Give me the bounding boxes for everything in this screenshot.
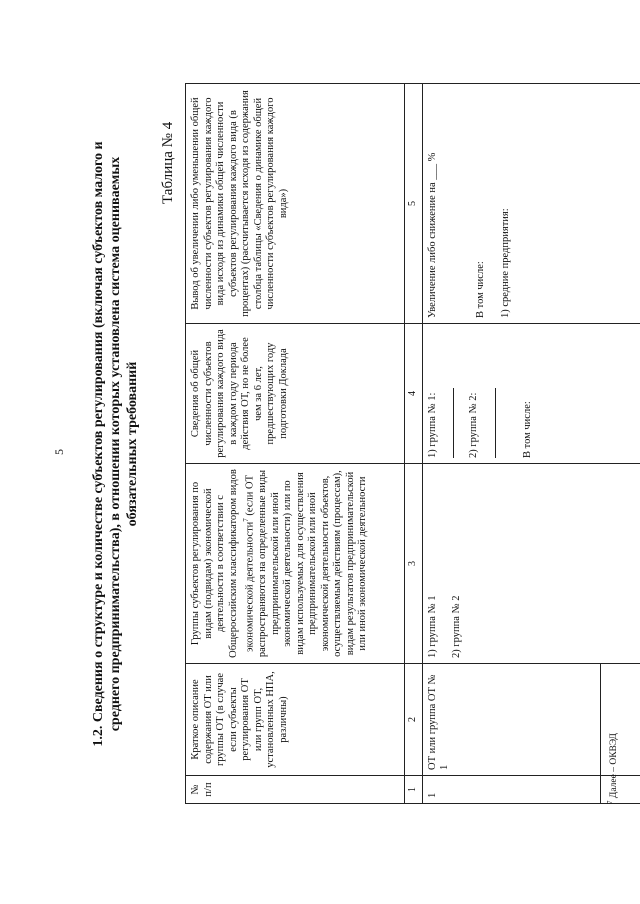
col-num-3: 3 xyxy=(405,464,423,664)
header-num: № п/п xyxy=(186,776,405,804)
col-num-5: 5 xyxy=(405,84,423,324)
conclusion-including: В том числе: xyxy=(475,261,486,318)
count-blank-1 xyxy=(443,388,454,458)
footnote xyxy=(606,733,619,804)
header-groups xyxy=(186,464,405,664)
count-group-2: 2) группа № 2: xyxy=(468,392,479,458)
footnote-marker: 7 xyxy=(606,800,614,804)
row-num: 1 xyxy=(422,776,640,804)
table-header-row xyxy=(186,84,405,804)
conclusion-sub: 1) средние предприятия: xyxy=(499,208,511,318)
structure-table xyxy=(185,83,640,804)
count-group-1: 1) группа № 1: xyxy=(426,392,438,458)
header-groups-tail: (если ОТ распространяются на определенные виды предпринимательской или иной экономической деятельности) или по видам используемых для осуществления предпринимательской или иной экономической деятельности объектов, осуществляемым действиям (процессам), видам результатов предпринимательской или иной экономической деятельности xyxy=(244,469,368,658)
count-including: В том числе: xyxy=(521,401,533,458)
group-item-2: 2) группа № 2 xyxy=(451,595,462,658)
row-count xyxy=(422,324,640,464)
row-conclusion xyxy=(422,84,640,324)
header-groups-text: Группы субъектов регулирования по видам (подвидам) экономической деятельности в соответствии с Общероссийским классификатором видов экономической деятельности xyxy=(190,469,256,658)
col-num-2: 2 xyxy=(405,664,423,776)
section-title: 1.2. Сведения о структуре и количестве субъектов регулирования (включая субъектов малого и среднего предпринимательства), в отношении которых установлена система оцениваемых обязательных требований xyxy=(91,141,140,747)
row-description: ОТ или группа ОТ № 1 xyxy=(422,664,640,776)
table-label: Таблица № 4 xyxy=(160,121,176,204)
group-item-1: 1) группа № 1 xyxy=(426,595,438,658)
header-count: Сведения об общей численности субъектов регулирования каждого вида в каждом году периода действия ОТ, но не более чем за 6 лет, предшествующих году подготовки Доклада xyxy=(186,324,405,464)
page-number: 5 xyxy=(52,449,66,455)
col-num-1: 1 xyxy=(405,776,423,804)
col-num-4: 4 xyxy=(405,324,423,464)
conclusion-text: Увеличение либо снижение на ___ % xyxy=(426,152,438,318)
header-conclusion: Вывод об увеличении либо уменьшении общей численности субъектов регулирования каждого вида исходя из динамики общей численности субъектов регулирования каждого вида (в процентах) (рассчитывается исходя из содержания столбца таблицы «Сведения о динамике общей численности субъектов регулирования каждого вида») xyxy=(186,84,405,324)
footnote-ref: 7 xyxy=(242,518,250,522)
footnote-text: Далее – ОКВЭД xyxy=(609,733,620,799)
column-number-row xyxy=(405,84,423,804)
header-description: Краткое описание содержания ОТ или группы ОТ (в случае если субъекты регулирования ОТ или групп ОТ, установленных НПА, различны) xyxy=(186,664,405,776)
table-row xyxy=(422,84,640,804)
footnote-divider xyxy=(600,664,601,804)
count-blank-2 xyxy=(485,388,496,458)
row-groups xyxy=(422,464,640,664)
